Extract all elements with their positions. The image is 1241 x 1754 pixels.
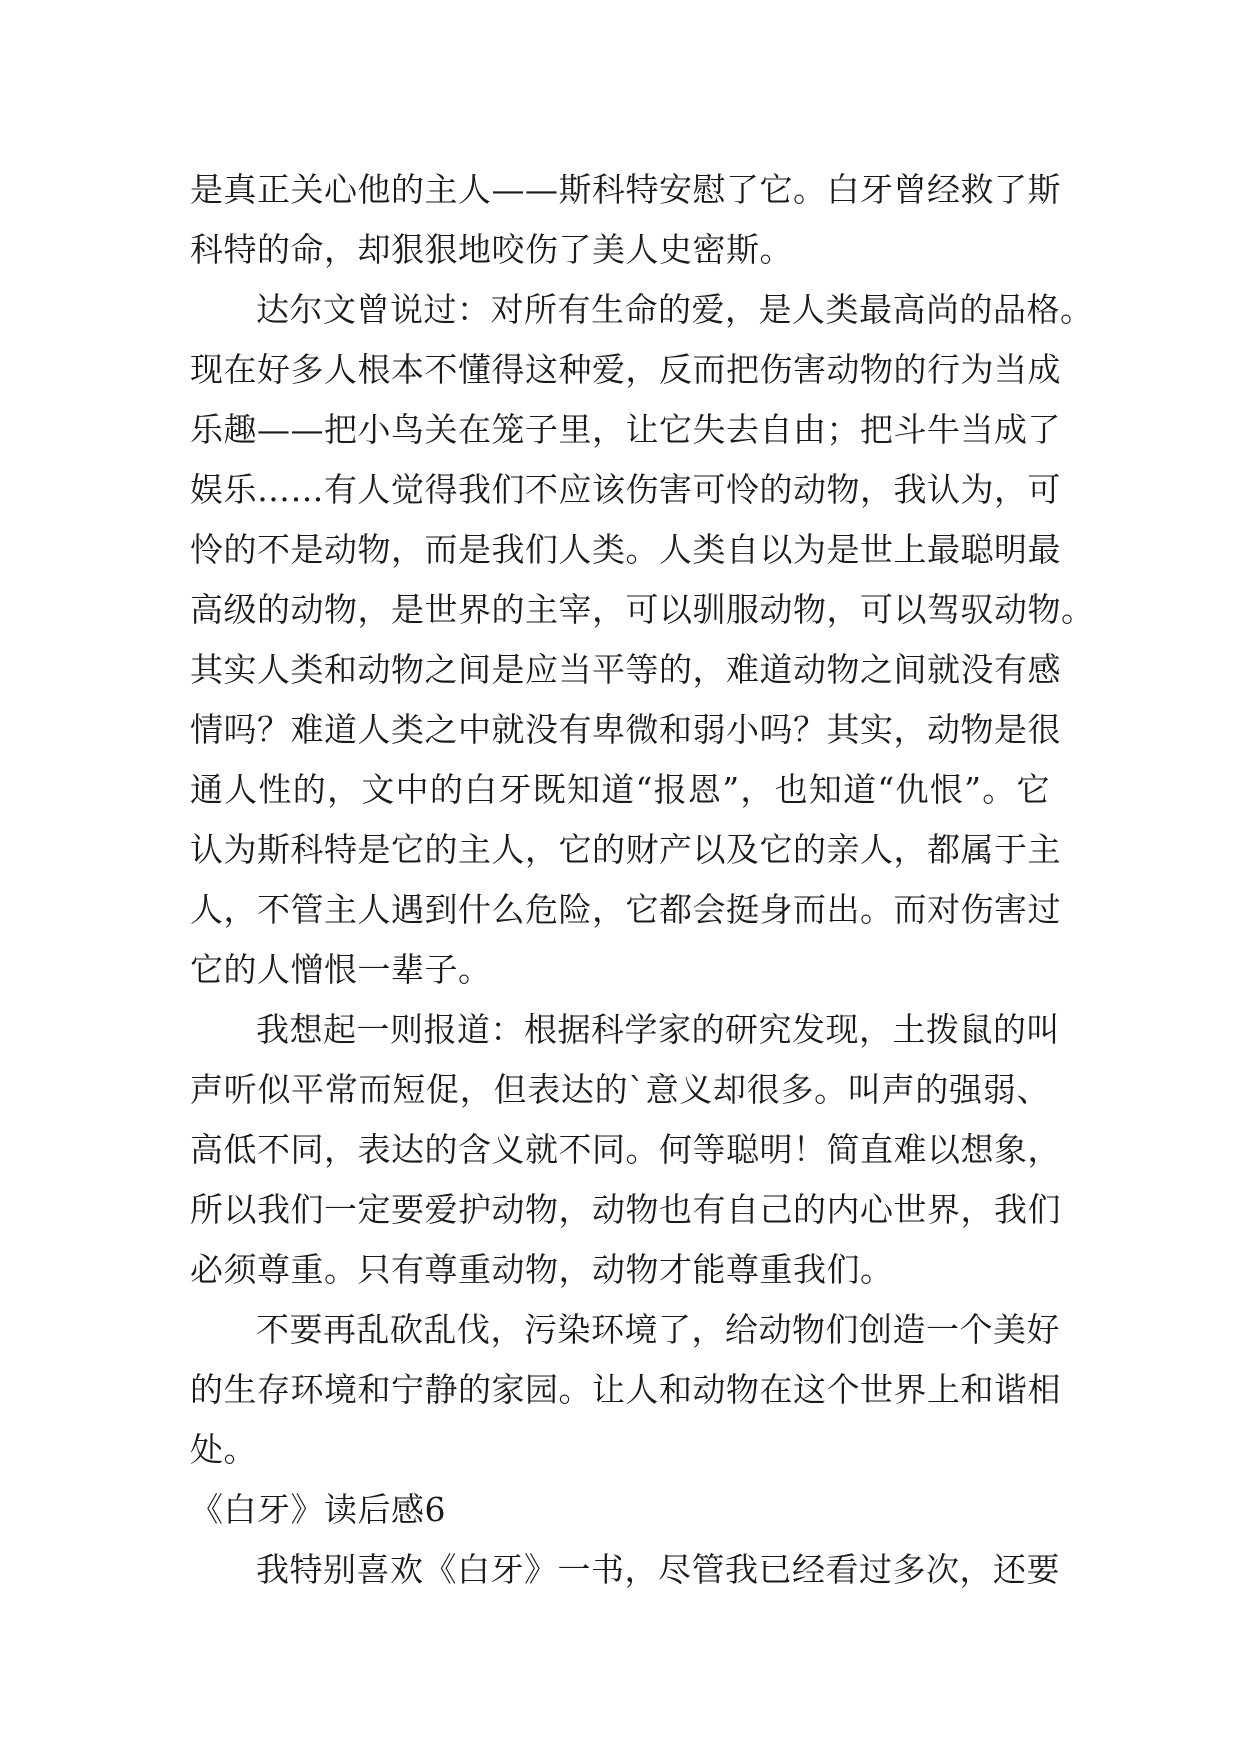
text-line: 怜的不是动物，而是我们人类。人类自以为是世上最聪明最: [190, 530, 1061, 569]
text-line: 科特的命，却狠狠地咬伤了美人史密斯。: [190, 230, 793, 269]
text-line: 其实人类和动物之间是应当平等的，难道动物之间就没有感: [190, 650, 1061, 689]
text-line: 高低不同，表达的含义就不同。何等聪明！简直难以想象，: [190, 1130, 1061, 1169]
text-line: 现在好多人根本不懂得这种爱，反而把伤害动物的行为当成: [190, 350, 1061, 389]
paragraph-first-line: 达尔文曾说过：对所有生命的爱，是人类最高尚的品格。: [256, 290, 1094, 329]
text-line: 乐趣——把小鸟关在笼子里，让它失去自由；把斗牛当成了: [190, 410, 1061, 449]
text-line: 人，不管主人遇到什么危险，它都会挺身而出。而对伤害过: [190, 890, 1061, 929]
text-line: 认为斯科特是它的主人，它的财产以及它的亲人，都属于主: [190, 830, 1061, 869]
text-line: 它的人憎恨一辈子。: [190, 950, 492, 989]
text-line: 处。: [190, 1430, 257, 1469]
text-line: 的生存环境和宁静的家园。让人和动物在这个世界上和谐相: [190, 1370, 1061, 1409]
text-line: 情吗？难道人类之中就没有卑微和弱小吗？其实，动物是很: [190, 710, 1061, 749]
section-heading: 《白牙》读后感6: [190, 1490, 446, 1529]
text-line: 所以我们一定要爱护动物，动物也有自己的内心世界，我们: [190, 1190, 1061, 1229]
text-line: 通人性的，文中的白牙既知道“报恩”，也知道“仇恨”。它: [190, 770, 1050, 809]
text-line: 娱乐……有人觉得我们不应该伤害可怜的动物，我认为，可: [190, 470, 1061, 509]
paragraph-first-line: 我特别喜欢《白牙》一书，尽管我已经看过多次，还要: [256, 1550, 1060, 1589]
text-line: 声听似平常而短促，但表达的`意义却很多。叫声的强弱、: [190, 1070, 1050, 1109]
text-line: 必须尊重。只有尊重动物，动物才能尊重我们。: [190, 1250, 894, 1289]
paragraph-first-line: 不要再乱砍乱伐，污染环境了，给动物们创造一个美好: [256, 1310, 1060, 1349]
document-body: [190, 160, 1095, 1600]
text-line: 是真正关心他的主人——斯科特安慰了它。白牙曾经救了斯: [190, 170, 1061, 209]
text-line: 高级的动物，是世界的主宰，可以驯服动物，可以驾驭动物。: [190, 590, 1095, 629]
paragraph-first-line: 我想起一则报道：根据科学家的研究发现，土拨鼠的叫: [256, 1010, 1060, 1049]
